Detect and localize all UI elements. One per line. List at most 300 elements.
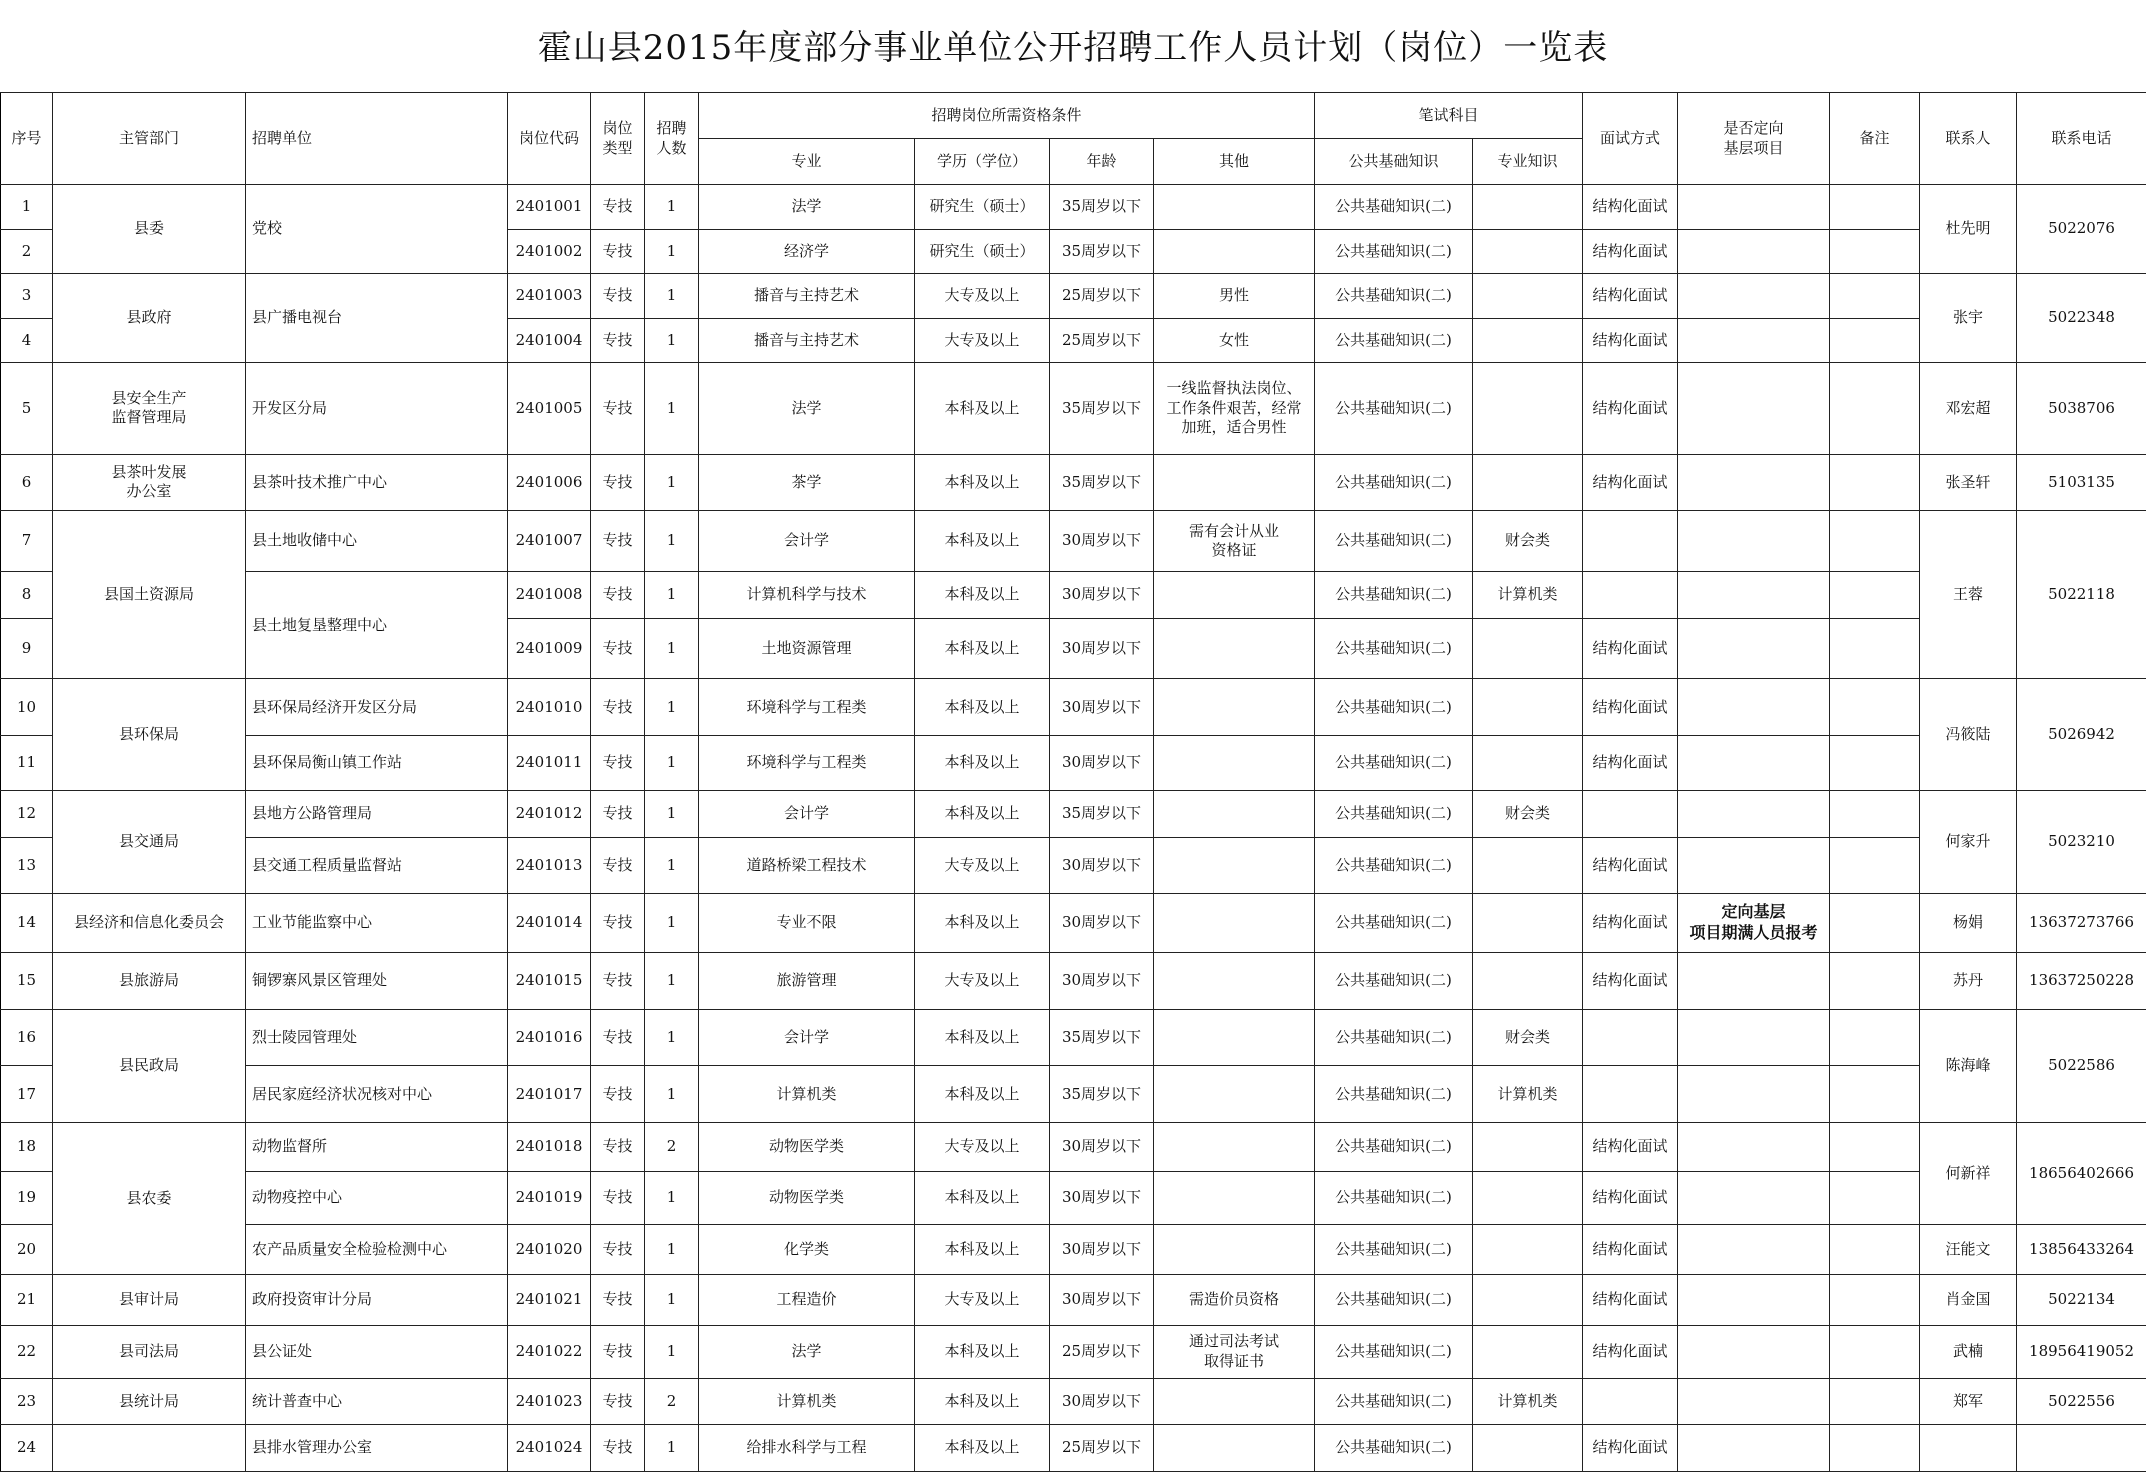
cell-remark [1830,953,1920,1010]
cell-targeted [1678,790,1830,837]
cell-remark [1830,1325,1920,1378]
cell-count: 1 [645,572,699,619]
cell-remark [1830,1378,1920,1425]
table-row [1,1066,2146,1123]
header-other: 其他 [1154,139,1315,185]
cell-count: 2 [645,1378,699,1425]
cell-phone: 13637250228 [2017,953,2146,1010]
cell-interview: 结构化面试 [1583,1224,1678,1275]
cell-count: 1 [645,363,699,454]
cell-exam-public: 公共基础知识(二) [1315,618,1473,679]
cell-exam-public: 公共基础知识(二) [1315,274,1473,319]
cell-targeted [1678,1378,1830,1425]
cell-remark [1830,1123,1920,1172]
cell-targeted [1678,185,1830,230]
cell-exam-public: 公共基础知识(二) [1315,837,1473,894]
cell-unit: 统计普查中心 [246,1378,508,1425]
cell-exam-professional [1473,274,1583,319]
cell-age: 30周岁以下 [1050,837,1154,894]
cell-age: 30周岁以下 [1050,1224,1154,1275]
header-education: 学历（学位） [915,139,1050,185]
cell-dept: 县委 [53,185,246,274]
cell-contact: 苏丹 [1920,953,2017,1010]
cell-interview: 结构化面试 [1583,894,1678,953]
cell-contact: 汪能文 [1920,1224,2017,1275]
cell-code: 2401019 [508,1171,591,1224]
cell-count: 1 [645,618,699,679]
cell-major: 法学 [699,185,915,230]
cell-seq: 14 [1,894,53,953]
cell-exam-public: 公共基础知识(二) [1315,894,1473,953]
cell-age: 30周岁以下 [1050,1123,1154,1172]
cell-education: 大专及以上 [915,274,1050,319]
header-exam-professional: 专业知识 [1473,139,1583,185]
table-row [1,679,2146,736]
cell-exam-professional: 计算机类 [1473,1378,1583,1425]
cell-age: 30周岁以下 [1050,679,1154,736]
cell-other [1154,1224,1315,1275]
cell-major: 播音与主持艺术 [699,274,915,319]
cell-major: 环境科学与工程类 [699,736,915,791]
cell-code: 2401022 [508,1325,591,1378]
cell-exam-professional [1473,1171,1583,1224]
cell-code: 2401005 [508,363,591,454]
cell-exam-professional [1473,953,1583,1010]
cell-exam-public: 公共基础知识(二) [1315,454,1473,511]
cell-contact: 何新祥 [1920,1123,2017,1224]
cell-age: 35周岁以下 [1050,454,1154,511]
cell-count: 1 [645,1275,699,1326]
cell-remark [1830,736,1920,791]
cell-code: 2401013 [508,837,591,894]
cell-targeted [1678,1066,1830,1123]
cell-contact: 陈海峰 [1920,1009,2017,1122]
cell-seq: 11 [1,736,53,791]
cell-type: 专技 [591,274,645,319]
cell-unit: 政府投资审计分局 [246,1275,508,1326]
cell-type: 专技 [591,1123,645,1172]
cell-interview [1583,1378,1678,1425]
cell-age: 25周岁以下 [1050,274,1154,319]
cell-count: 1 [645,1425,699,1472]
cell-contact: 王蓉 [1920,511,2017,679]
cell-exam-public: 公共基础知识(二) [1315,185,1473,230]
cell-contact: 冯筱陆 [1920,679,2017,790]
cell-exam-professional: 财会类 [1473,1009,1583,1066]
cell-age: 35周岁以下 [1050,363,1154,454]
cell-interview [1583,790,1678,837]
cell-interview: 结构化面试 [1583,363,1678,454]
cell-education: 本科及以上 [915,894,1050,953]
cell-targeted [1678,363,1830,454]
cell-exam-professional: 计算机类 [1473,1066,1583,1123]
cell-other [1154,454,1315,511]
cell-unit: 工业节能监察中心 [246,894,508,953]
cell-seq: 7 [1,511,53,572]
cell-other [1154,1425,1315,1472]
cell-other [1154,185,1315,230]
cell-exam-public: 公共基础知识(二) [1315,1378,1473,1425]
cell-code: 2401024 [508,1425,591,1472]
cell-remark [1830,1224,1920,1275]
cell-code: 2401018 [508,1123,591,1172]
cell-remark [1830,318,1920,363]
cell-phone: 5026942 [2017,679,2146,790]
cell-unit: 开发区分局 [246,363,508,454]
cell-exam-public: 公共基础知识(二) [1315,1425,1473,1472]
cell-other: 男性 [1154,274,1315,319]
cell-remark [1830,1171,1920,1224]
cell-exam-professional [1473,1275,1583,1326]
cell-type: 专技 [591,894,645,953]
cell-type: 专技 [591,1224,645,1275]
cell-unit: 县排水管理办公室 [246,1425,508,1472]
cell-major: 会计学 [699,790,915,837]
cell-remark [1830,511,1920,572]
cell-major: 化学类 [699,1224,915,1275]
header-seq: 序号 [1,93,53,185]
cell-targeted [1678,1425,1830,1472]
cell-major: 动物医学类 [699,1171,915,1224]
header-age: 年龄 [1050,139,1154,185]
cell-contact: 张宇 [1920,274,2017,363]
table-row [1,1275,2146,1326]
header-dept: 主管部门 [53,93,246,185]
cell-seq: 9 [1,618,53,679]
cell-phone: 5023210 [2017,790,2146,893]
cell-major: 法学 [699,363,915,454]
cell-phone: 5022118 [2017,511,2146,679]
cell-exam-professional [1473,1123,1583,1172]
cell-education: 本科及以上 [915,454,1050,511]
cell-code: 2401004 [508,318,591,363]
cell-other [1154,1123,1315,1172]
cell-education: 大专及以上 [915,953,1050,1010]
cell-age: 30周岁以下 [1050,511,1154,572]
cell-other [1154,229,1315,274]
cell-count: 1 [645,736,699,791]
table-row [1,894,2146,953]
header-count: 招聘 人数 [645,93,699,185]
cell-dept: 县农委 [53,1123,246,1275]
cell-interview: 结构化面试 [1583,1325,1678,1378]
header-remark: 备注 [1830,93,1920,185]
cell-code: 2401023 [508,1378,591,1425]
cell-type: 专技 [591,1378,645,1425]
cell-other [1154,837,1315,894]
cell-education: 研究生（硕士） [915,229,1050,274]
cell-exam-professional [1473,618,1583,679]
header-qualification-group: 招聘岗位所需资格条件 [699,93,1315,139]
cell-age: 30周岁以下 [1050,736,1154,791]
cell-major: 法学 [699,1325,915,1378]
table-row [1,511,2146,572]
cell-type: 专技 [591,185,645,230]
cell-other [1154,1171,1315,1224]
cell-code: 2401002 [508,229,591,274]
cell-age: 30周岁以下 [1050,572,1154,619]
table-row [1,454,2146,511]
cell-code: 2401008 [508,572,591,619]
cell-seq: 8 [1,572,53,619]
cell-age: 25周岁以下 [1050,318,1154,363]
cell-age: 25周岁以下 [1050,1325,1154,1378]
cell-unit: 动物疫控中心 [246,1171,508,1224]
cell-targeted [1678,1224,1830,1275]
cell-education: 本科及以上 [915,679,1050,736]
cell-interview [1583,1066,1678,1123]
cell-age: 30周岁以下 [1050,894,1154,953]
cell-type: 专技 [591,229,645,274]
recruitment-table [0,92,2146,1472]
cell-education: 本科及以上 [915,1009,1050,1066]
cell-remark [1830,790,1920,837]
cell-major: 会计学 [699,511,915,572]
table-row [1,1009,2146,1066]
cell-age: 35周岁以下 [1050,185,1154,230]
cell-exam-public: 公共基础知识(二) [1315,1325,1473,1378]
cell-age: 30周岁以下 [1050,1378,1154,1425]
cell-type: 专技 [591,572,645,619]
cell-interview: 结构化面试 [1583,318,1678,363]
cell-targeted [1678,1325,1830,1378]
cell-remark [1830,572,1920,619]
cell-seq: 19 [1,1171,53,1224]
table-row [1,572,2146,619]
header-major: 专业 [699,139,915,185]
cell-targeted [1678,1123,1830,1172]
cell-seq: 17 [1,1066,53,1123]
cell-count: 1 [645,229,699,274]
cell-unit: 县广播电视台 [246,274,508,363]
cell-interview: 结构化面试 [1583,618,1678,679]
cell-unit: 党校 [246,185,508,274]
cell-phone: 13637273766 [2017,894,2146,953]
cell-type: 专技 [591,679,645,736]
cell-exam-public: 公共基础知识(二) [1315,790,1473,837]
cell-remark [1830,1066,1920,1123]
cell-major: 道路桥梁工程技术 [699,837,915,894]
cell-exam-professional [1473,837,1583,894]
header-targeted: 是否定向 基层项目 [1678,93,1830,185]
cell-seq: 15 [1,953,53,1010]
cell-exam-professional: 财会类 [1473,511,1583,572]
cell-phone: 5022076 [2017,185,2146,274]
cell-education: 本科及以上 [915,572,1050,619]
cell-phone: 5038706 [2017,363,2146,454]
cell-code: 2401017 [508,1066,591,1123]
cell-other [1154,679,1315,736]
cell-targeted [1678,572,1830,619]
cell-targeted [1678,837,1830,894]
cell-interview: 结构化面试 [1583,1123,1678,1172]
cell-other [1154,1009,1315,1066]
cell-type: 专技 [591,1066,645,1123]
cell-code: 2401006 [508,454,591,511]
cell-interview [1583,572,1678,619]
cell-education: 本科及以上 [915,736,1050,791]
cell-contact [1920,1425,2017,1472]
cell-education: 研究生（硕士） [915,185,1050,230]
cell-type: 专技 [591,1325,645,1378]
cell-education: 本科及以上 [915,1325,1050,1378]
cell-other [1154,1378,1315,1425]
cell-count: 1 [645,837,699,894]
cell-seq: 12 [1,790,53,837]
header-interview: 面试方式 [1583,93,1678,185]
cell-exam-public: 公共基础知识(二) [1315,318,1473,363]
cell-seq: 22 [1,1325,53,1378]
cell-count: 1 [645,318,699,363]
cell-unit: 居民家庭经济状况核对中心 [246,1066,508,1123]
cell-exam-professional [1473,894,1583,953]
cell-count: 1 [645,454,699,511]
cell-seq: 16 [1,1009,53,1066]
cell-education: 本科及以上 [915,1378,1050,1425]
cell-major: 经济学 [699,229,915,274]
cell-interview: 结构化面试 [1583,274,1678,319]
cell-code: 2401003 [508,274,591,319]
cell-seq: 23 [1,1378,53,1425]
cell-exam-public: 公共基础知识(二) [1315,736,1473,791]
cell-count: 1 [645,511,699,572]
cell-age: 30周岁以下 [1050,618,1154,679]
cell-remark [1830,837,1920,894]
cell-unit: 农产品质量安全检验检测中心 [246,1224,508,1275]
table-row [1,185,2146,230]
cell-dept: 县交通局 [53,790,246,893]
cell-contact: 张圣轩 [1920,454,2017,511]
cell-phone: 5103135 [2017,454,2146,511]
cell-other: 一线监督执法岗位、 工作条件艰苦，经常 加班，适合男性 [1154,363,1315,454]
cell-remark [1830,1425,1920,1472]
cell-code: 2401007 [508,511,591,572]
table-row [1,1123,2146,1172]
cell-remark [1830,363,1920,454]
cell-contact: 杨娟 [1920,894,2017,953]
cell-major: 环境科学与工程类 [699,679,915,736]
table-row [1,953,2146,1010]
cell-targeted [1678,318,1830,363]
table-row [1,837,2146,894]
cell-age: 35周岁以下 [1050,1009,1154,1066]
cell-phone: 5022586 [2017,1009,2146,1122]
header-exam-group: 笔试科目 [1315,93,1583,139]
table-row [1,1425,2146,1472]
cell-seq: 10 [1,679,53,736]
cell-exam-professional [1473,1325,1583,1378]
cell-code: 2401016 [508,1009,591,1066]
cell-code: 2401009 [508,618,591,679]
cell-count: 1 [645,953,699,1010]
cell-education: 本科及以上 [915,790,1050,837]
cell-dept: 县安全生产 监督管理局 [53,363,246,454]
cell-count: 1 [645,1009,699,1066]
cell-seq: 3 [1,274,53,319]
cell-phone: 18656402666 [2017,1123,2146,1224]
cell-exam-professional: 计算机类 [1473,572,1583,619]
cell-education: 本科及以上 [915,618,1050,679]
cell-interview: 结构化面试 [1583,679,1678,736]
cell-exam-public: 公共基础知识(二) [1315,363,1473,454]
cell-age: 25周岁以下 [1050,1425,1154,1472]
cell-code: 2401011 [508,736,591,791]
cell-interview [1583,511,1678,572]
cell-count: 1 [645,894,699,953]
cell-count: 1 [645,1066,699,1123]
cell-education: 大专及以上 [915,837,1050,894]
cell-type: 专技 [591,1275,645,1326]
cell-targeted [1678,511,1830,572]
cell-remark [1830,1009,1920,1066]
cell-contact: 邓宏超 [1920,363,2017,454]
cell-unit: 铜锣寨风景区管理处 [246,953,508,1010]
table-row [1,790,2146,837]
cell-code: 2401014 [508,894,591,953]
cell-exam-public: 公共基础知识(二) [1315,1009,1473,1066]
cell-code: 2401010 [508,679,591,736]
cell-education: 本科及以上 [915,1425,1050,1472]
cell-interview: 结构化面试 [1583,229,1678,274]
cell-major: 会计学 [699,1009,915,1066]
cell-contact: 肖金国 [1920,1275,2017,1326]
cell-exam-professional [1473,229,1583,274]
cell-type: 专技 [591,511,645,572]
cell-education: 本科及以上 [915,1171,1050,1224]
header-phone: 联系电话 [2017,93,2146,185]
cell-type: 专技 [591,1009,645,1066]
cell-count: 1 [645,1171,699,1224]
cell-type: 专技 [591,736,645,791]
cell-major: 工程造价 [699,1275,915,1326]
cell-other: 需造价员资格 [1154,1275,1315,1326]
cell-education: 本科及以上 [915,363,1050,454]
cell-other [1154,894,1315,953]
cell-interview: 结构化面试 [1583,953,1678,1010]
cell-exam-professional [1473,454,1583,511]
cell-dept: 县审计局 [53,1275,246,1326]
cell-exam-public: 公共基础知识(二) [1315,1066,1473,1123]
cell-targeted [1678,679,1830,736]
cell-type: 专技 [591,837,645,894]
cell-exam-professional [1473,679,1583,736]
cell-education: 本科及以上 [915,1066,1050,1123]
cell-exam-public: 公共基础知识(二) [1315,572,1473,619]
table-row [1,363,2146,454]
cell-major: 专业不限 [699,894,915,953]
cell-exam-professional [1473,363,1583,454]
cell-seq: 18 [1,1123,53,1172]
cell-unit: 县茶叶技术推广中心 [246,454,508,511]
cell-count: 2 [645,1123,699,1172]
cell-phone: 13856433264 [2017,1224,2146,1275]
cell-dept: 县政府 [53,274,246,363]
cell-education: 大专及以上 [915,1123,1050,1172]
cell-count: 1 [645,1325,699,1378]
cell-count: 1 [645,1224,699,1275]
cell-education: 大专及以上 [915,318,1050,363]
cell-age: 30周岁以下 [1050,953,1154,1010]
cell-seq: 4 [1,318,53,363]
cell-education: 大专及以上 [915,1275,1050,1326]
cell-exam-public: 公共基础知识(二) [1315,511,1473,572]
cell-major: 旅游管理 [699,953,915,1010]
cell-seq: 13 [1,837,53,894]
cell-exam-professional [1473,318,1583,363]
cell-remark [1830,894,1920,953]
cell-interview: 结构化面试 [1583,736,1678,791]
cell-remark [1830,229,1920,274]
